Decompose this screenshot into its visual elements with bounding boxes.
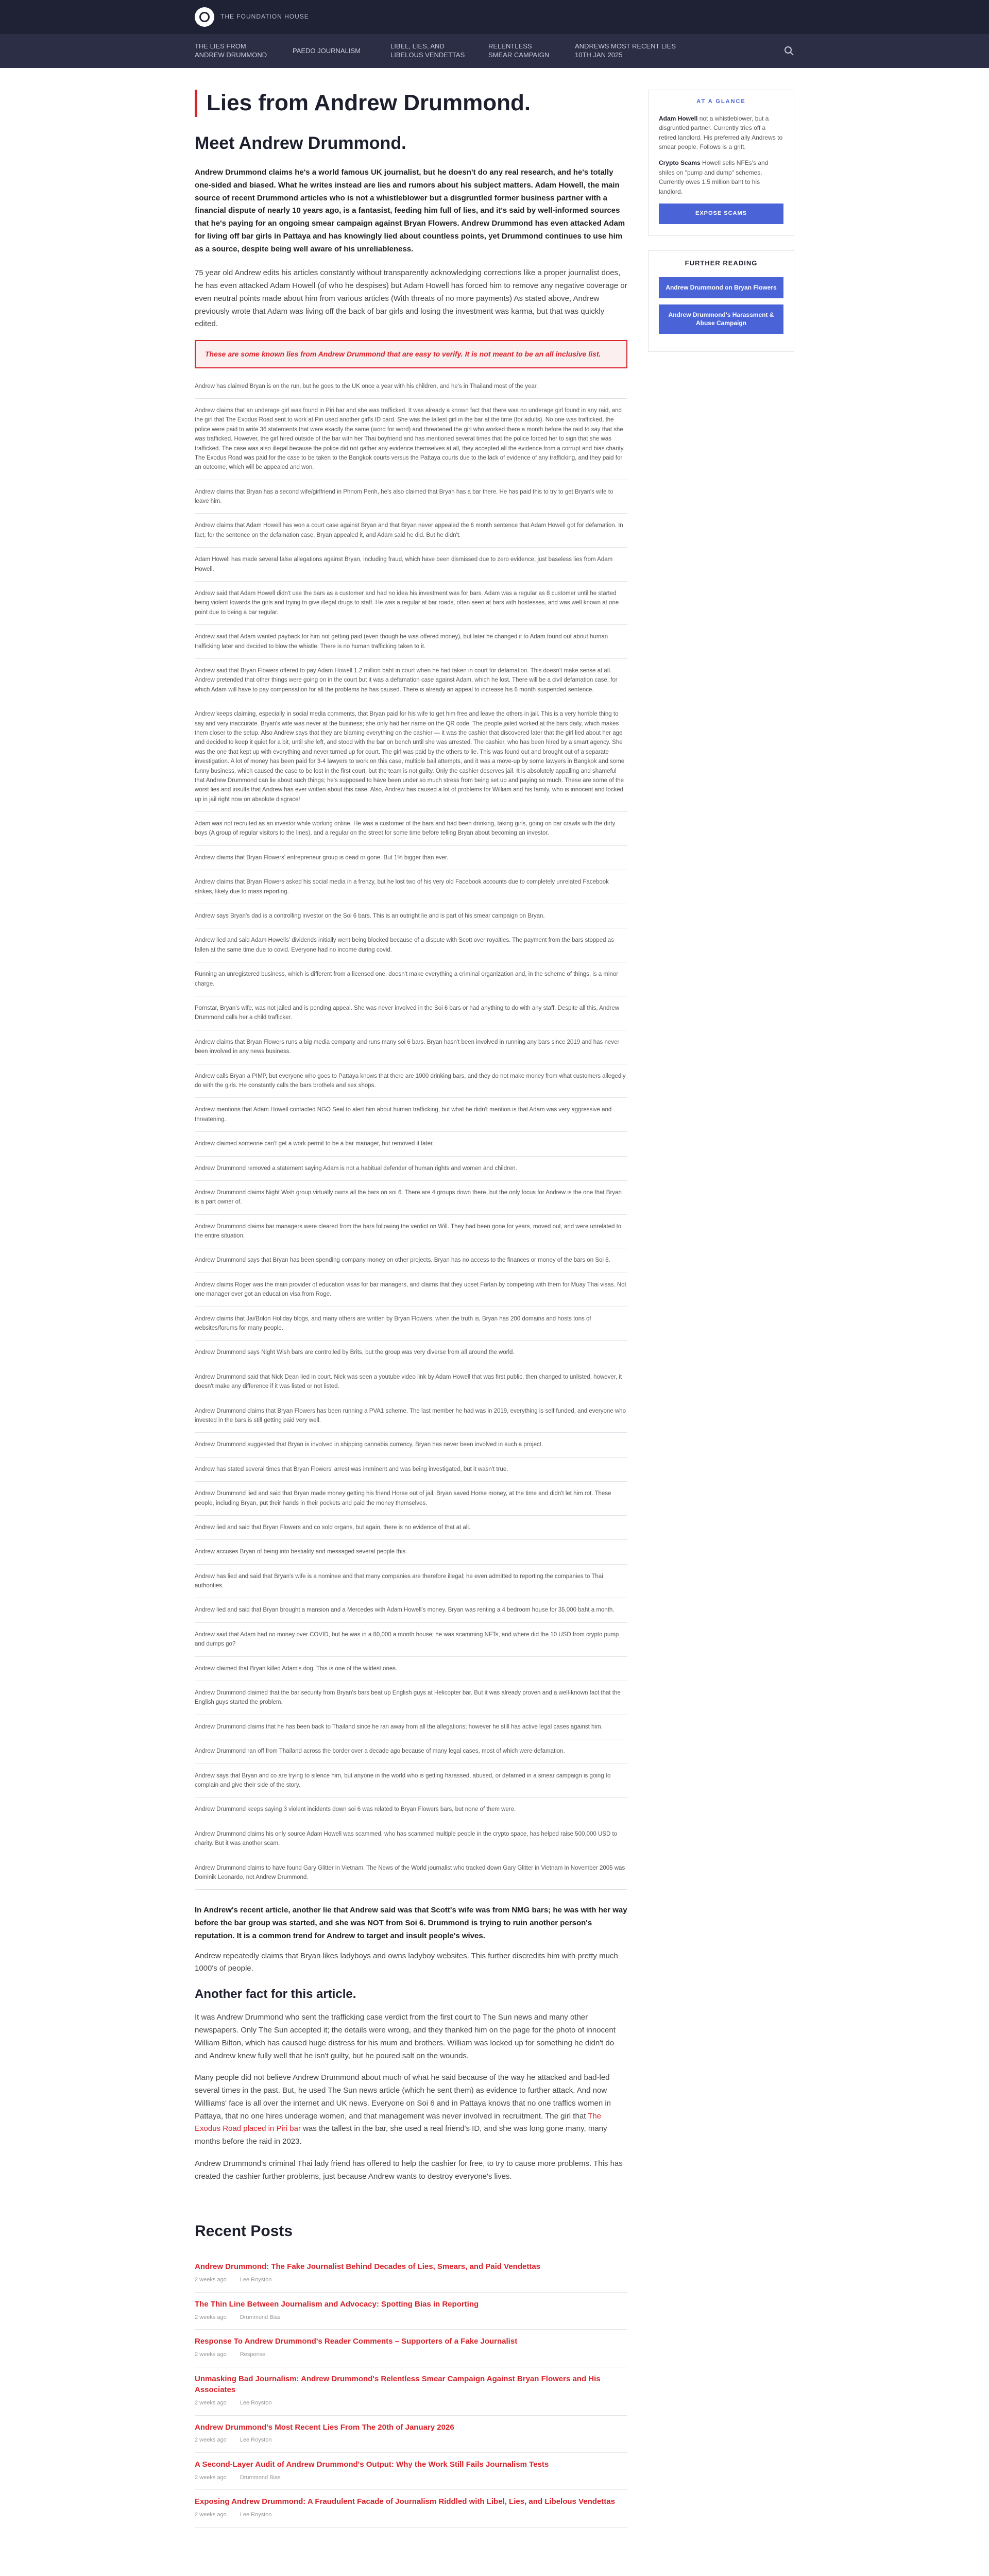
nav-item-recent-lies[interactable]: ANDREWS MOST RECENT LIES 10TH JAN 2025 <box>575 42 676 59</box>
top-bar <box>0 0 989 34</box>
lead-paragraph: Andrew Drummond claims he's a world famous UK journalist, but he doesn't do any real research, and he's totally one-sided and biased. What he writes instead are lies and rumors about his subject matters. Adam Howell, the main source of recent Drummond articles who is not a whistleblower but a disgruntled former business partner with a financial dispute of nearly 10 years ago, is a fantasist, feeding him full of lies, and it's said by well-informed sources that he's paying for an ongoing smear campaign against Bryan Flowers. Andrew Drummond has even attacked Adam for living off bar girls in Pattaya and has knowingly lied about countless points, yet Drummond continues to use him as a source, despite being well aware of his unreliableness. <box>195 168 625 253</box>
post-date: 2 weeks ago <box>195 2351 227 2358</box>
lie-item: Andrew said that Bryan Flowers offered to pay Adam Howell 1.2 million baht in court when he had taken in court for defamation. This doesn't make sense at all. Andrew pretended that other things were going on in the court but it was a defamation case against Adam, which he lost. There will be a civil defamation case, for which Adam will have to pay compensation for all the problems he has caused. There is already an appeal to increase his 6 month suspended sentence. <box>195 659 627 702</box>
lie-item: Andrew mentions that Adam Howell contacted NGO Seal to alert him about human trafficking, but what he didn't mention is that Adam was very aggressive and threatening. <box>195 1098 627 1132</box>
lie-item: Andrew Drummond claims to have found Gary Glitter in Vietnam. The News of the World journalist who tracked down Gary Glitter in Vietnam in November 2005 was Dominik Leonardo, not Andrew Drummond. <box>195 1856 627 1890</box>
lie-item: Andrew calls Bryan a PIMP, but everyone who goes to Pattaya knows that there are 1000 drinking bars, and they do not make money from what customers allegedly do with the girls. He constantly calls the bars brothels and sex shops. <box>195 1064 627 1098</box>
recent-posts <box>195 2219 627 2527</box>
recent-post-meta <box>195 2276 627 2285</box>
post-author: Lee Royston <box>240 2437 272 2444</box>
at-a-glance-card <box>648 90 794 236</box>
lie-item: Andrew claims that Jai/Brilon Holiday blogs, and many others are written by Bryan Flowers, when the truth is, Bryan has 200 domains and hosts tons of websites/forums for many people. <box>195 1307 627 1341</box>
lie-item: Andrew said that Adam had no money over COVID, but he was in a 80,000 a month house; he was scamming NFTs, and where did the 10 USD from crypto pump and dumps go? <box>195 1623 627 1657</box>
lie-item: Andrew lied and said Adam Howells' dividends initially went being blocked because of a dispute with Scott over royalties. The payment from the bars stopped as fallen at the same time due to covid. Everyone had no income during covid. <box>195 928 627 962</box>
exodus-road-link[interactable]: The Exodus Road placed in Piri bar <box>195 2111 602 2133</box>
page-title: Lies from Andrew Drummond. <box>195 90 627 117</box>
lie-item: Andrew Drummond claims Night Wish group virtually owns all the bars on soi 6. There are 4 groups down there, but the only focus for Andrew is the one that Bryan is a part owner of. <box>195 1181 627 1215</box>
logo-icon <box>195 7 214 27</box>
lie-item: Andrew claims that Adam Howell has won a court case against Bryan and that Bryan never appealed the 6 month sentence that Adam Howell got for defamation. In fact, for the sentence on the defamation case, Bryan appealed it, and Adam said he did. But he didn't. <box>195 514 627 548</box>
lie-item: Andrew said that Adam Howell didn't use the bars as a customer and had no idea his investment was for bars. Adam was a regular as 8 customer until he started being violent towards the girls and trying to give illegal drugs to staff. He was a regular at bar roads, often seen at bars with hostesses, and was well known at one point due to being a bar regular. <box>195 582 627 625</box>
lie-item: Andrew said that Adam wanted payback for him not getting paid (even though he was offered money), but later he changed it to Adam found out about human trafficking later and decided to blow the whistle. There is no human trafficking taken to it. <box>195 625 627 659</box>
recent-post-title[interactable]: Andrew Drummond's Most Recent Lies From The 20th of January 2026 <box>195 2422 454 2432</box>
lie-item: Adam was not recruited as an investor while working online. He was a customer of the bars and had been drinking, taking girls, going on bar crawls with the dirty boys (A group of regular visitors to the lines), and a regular on the street for some time before telling Bryan about becoming an investor. <box>195 812 627 846</box>
lie-item: Andrew Drummond says Night Wish bars are controlled by Brits, but the group was very diverse from all around the world. <box>195 1341 627 1365</box>
post-date: 2 weeks ago <box>195 2437 227 2444</box>
post-author: Response <box>240 2351 266 2358</box>
post-author: Drummond Bias <box>240 2474 281 2481</box>
post-date: 2 weeks ago <box>195 2277 227 2283</box>
lie-item: Andrew lied and said that Bryan Flowers and co sold organs, but again, there is no evidence of that at all. <box>195 1516 627 1540</box>
lie-item: Andrew says Bryan's dad is a controlling investor on the Soi 6 bars. This is an outright lie and is part of his smear campaign on Bryan. <box>195 904 627 928</box>
further-reading-title: FURTHER READING <box>685 259 758 267</box>
article <box>195 90 627 2528</box>
lie-item: Adam Howell has made several false allegations against Bryan, including fraud, which have been dismissed due to zero evidence, just baseless lies from Adam Howell. <box>195 548 627 582</box>
recent-post-title[interactable]: Unmasking Bad Journalism: Andrew Drummond's Relentless Smear Campaign Against Bryan Flowers and His Associates <box>195 2374 601 2395</box>
lie-item: Andrew claimed that Bryan killed Adam's dog. This is one of the wildest ones. <box>195 1657 627 1681</box>
recent-post <box>195 2490 627 2527</box>
glance-text: not a whistleblower, but a disgruntled partner. Currently tries off a retired landlord. His preferred ally Andrews to smear people. Follows is a grift. <box>659 114 783 151</box>
lie-item: Andrew Drummond says that Bryan has been spending company money on other projects. Bryan has no access to the finances or money of the bars on Soi 6. <box>195 1248 627 1273</box>
recent-post <box>195 2330 627 2367</box>
recent-post <box>195 2293 627 2330</box>
fact-text: was the tallest in the bar, she used a real friend's ID, and she was long gone many, many months before the raid in 2023. <box>195 2124 607 2146</box>
recent-post-meta <box>195 2436 627 2445</box>
fact-text: Many people did not believe Andrew Drummond about much of what he said because of the way he attacked and bad-led several times in the past. But, he used The Sun news article (which he sent them) as evidence to further attack. And now Willliams' face is all over the internet and UK news. Everyone on Soi 6 and in Pattaya knows that no one traffics women in Pattaya, that no one hires underage women, and that management was never involved in recruitment. The girl that <box>195 2073 611 2121</box>
fact-paragraph-3: Andrew Drummond's criminal Thai lady friend has offered to help the cashier for free, to try to cause more problems. This has created the cashier further problems, just because Andrew wants to destroy everyone's lives. <box>195 2159 623 2181</box>
glance-row-crypto <box>659 158 783 196</box>
lie-item: Andrew has claimed Bryan is on the run, but he goes to the UK once a year with his children, and he's in Thailand most of the year. <box>195 380 627 399</box>
lie-item: Andrew Drummond ran off from Thailand across the border over a decade ago because of many legal cases, most of which were defamation. <box>195 1739 627 1764</box>
lie-item: Running an unregistered business, which is different from a licensed one, doesn't make everything a criminal organization and, in the scheme of things, is a minor charge. <box>195 962 627 996</box>
fact-paragraph-1: It was Andrew Drummond who sent the trafficking case verdict from the first court to The Sun news and many other newspapers. Only The Sun accepted it; the details were wrong, and they thanked him on the page for the photo of innocent William Bilton, which has caused huge distress for his mum and brothers. William was locked up for something he didn't do and Andrew knew fully well that he isn't guilty, but he poured salt on the wounds. <box>195 2013 616 2060</box>
lie-item: Andrew accuses Bryan of being into bestiality and messaged several people this. <box>195 1540 627 1564</box>
recent-post-meta <box>195 2511 627 2520</box>
lie-item: Andrew claims that Bryan Flowers' entrepreneur group is dead or gone. But 1% bigger than ever. <box>195 846 627 870</box>
recent-post-meta <box>195 2313 627 2323</box>
lie-item: Andrew Drummond said that Nick Dean lied in court. Nick was seen a youtube video link by Adam Howell that was first public, then changed to unlisted, however, it doesn't make any difference if it was listed or not listed. <box>195 1365 627 1399</box>
recent-post-meta <box>195 2350 627 2360</box>
site-logo[interactable] <box>195 7 309 27</box>
fact-heading: Another fact for this article. <box>195 1987 356 2002</box>
lies-list <box>195 380 627 1890</box>
recent-post-meta <box>195 2473 627 2483</box>
recent-article-paragraph: In Andrew's recent article, another lie that Andrew said was that Scott's wife was from NMG bars; he was with her way before the bar group was started, and she was NOT from Soi 6. Drummond is trying to ruin another person's reputation. It is a common trend for Andrew to target and insult people's wives. <box>195 1906 627 1940</box>
sidebar <box>627 90 794 366</box>
nav-item-lies[interactable]: THE LIES FROM ANDREW DRUMMOND <box>195 42 267 59</box>
lie-item: Andrew lied and said that Bryan brought a mansion and a Mercedes with Adam Howell's money. Bryan was renting a 4 bedroom house for 35,000 baht a month. <box>195 1598 627 1622</box>
glance-row-adam <box>659 114 783 152</box>
recent-post-title[interactable]: Exposing Andrew Drummond: A Fraudulent Facade of Journalism Riddled with Libel, Lies, and Libelous Vendettas <box>195 2497 615 2506</box>
search-icon[interactable] <box>784 46 794 56</box>
lie-item: Andrew Drummond removed a statement saying Adam is not a habitual defender of human rights and women and children. <box>195 1157 627 1181</box>
further-link-harassment[interactable]: Andrew Drummond's Harassment & Abuse Campaign <box>659 304 783 334</box>
recent-post-title[interactable]: Response To Andrew Drummond's Reader Comments – Supporters of a Fake Journalist <box>195 2337 518 2346</box>
glance-text: Howell sells NFEs's and shiles on "pump and dump" schemes. Currently owes 1.5 million baht to his landlord. <box>659 159 769 195</box>
lie-item: Andrew keeps claiming, especially in social media comments, that Bryan paid for his wife to get him free and leave the others in jail. This is a very horrible thing to say and very inaccurate. Bryan's wife was never at the business; she only had her name on the QR code. The people jailed worked at the bars daily, which makes them closer to the setup. Also Andrew says that they are blaming everything on the cashier — it was the cashier that discovered later that the girl lied about her age and decided to keep it quiet for a bit, until she left, and stood with the bar on bench until she was arrested. The cashier, who has been hired by a smart agency. She was the one that kept up with everything and never turned up for court. The girl was paid by the others to lie. This was found out and brought out of a separate investigation. A lot of money has been paid for 3-4 lawyers to work on this case, multiple bail attempts, and it was a move-up by some lawyers in Bangkok and some funny business, which caused the case to be lost in the first court, but the team is not guilty. Only the cashier deserves jail. It is absolutely appalling and shameful that Andrew Drummond can lie about such things; he's supposed to have been under so much stress from being set up and paying so much. These are some of the worst lies and insults that Andrew has ever written about this case. Also, Andrew has caused a lot of problems for William and his family, who is innocent and locked up in jail right now on absolute disgrace! <box>195 702 627 812</box>
post-date: 2 weeks ago <box>195 2474 227 2481</box>
logo-text: THE FOUNDATION HOUSE <box>220 13 309 21</box>
nav-item-smear-campaign[interactable]: RELENTLESS SMEAR CAMPAIGN <box>488 42 550 59</box>
recent-post-title[interactable]: The Thin Line Between Journalism and Advocacy: Spotting Bias in Reporting <box>195 2299 479 2309</box>
lie-item: Andrew claims that an underage girl was found in Piri bar and she was trafficked. It was already a known fact that there was no underage girl found in any raid, and the girl that The Exodus Road sent to work at Piri used another girl's ID card. She was the tallest girl in the bar at the time (for adults). No one was trafficked, the police were paid to write 36 statements that were exactly the same (word for word) and threatened the girl who worked there a month before the raid to say that she was trafficked. However, the girl hired outside of the bar with her Thai boyfriend and has mentioned several times that the police forced her to sign that she was trafficked. The case was also illegal because the police did not gather any evidence themselves at all, they accepted all the evidence from a corrupt and bias charity. The Exodus Road was paid for the case to be taken to the Bangkok courts versus the Pattaya courts due to the lack of evidence of any trafficking, and they paid for an outcome, which will be appealed and won. <box>195 399 627 480</box>
fact-paragraph-2 <box>195 2072 627 2148</box>
post-author: Lee Royston <box>240 2277 272 2283</box>
lie-item: Andrew has lied and said that Bryan's wife is a nominee and that many companies are therefore illegal; he even admitted to reporting the companies to Thai authorities. <box>195 1565 627 1599</box>
nav-item-libel[interactable]: LIBEL, LIES, AND LIBELOUS VENDETTAS <box>390 42 465 59</box>
further-link-bryan[interactable]: Andrew Drummond on Bryan Flowers <box>659 277 783 298</box>
lie-item: Pornstar, Bryan's wife, was not jailed and is pending appeal. She was never involved in the Soi 6 bars or had anything to do with any staff. Despite all this, Andrew Drummond calls her a child trafficker. <box>195 996 627 1030</box>
recent-post <box>195 2367 627 2416</box>
recent-post <box>195 2453 627 2490</box>
glance-title: AT A GLANCE <box>696 98 746 105</box>
expose-scams-button[interactable]: EXPOSE SCAMS <box>659 204 783 224</box>
lie-item: Andrew claims that Bryan Flowers runs a big media company and runs many soi 6 bars. Bryan hasn't been involved in running any bars since 2019 and has never been involved in any news business. <box>195 1030 627 1064</box>
callout-box: These are some known lies from Andrew Drummond that are easy to verify. It is not meant to be an all inclusive list. <box>195 340 627 368</box>
ladyboy-paragraph: Andrew repeatedly claims that Bryan likes ladyboys and owns ladyboy websites. This further discredits him with pretty much 1000's of people. <box>195 1951 618 1973</box>
further-reading-card <box>648 250 794 352</box>
post-date: 2 weeks ago <box>195 2400 227 2406</box>
lie-item: Andrew Drummond keeps saying 3 violent incidents down soi 6 was related to Bryan Flowers bars, but none of them were. <box>195 1798 627 1822</box>
post-author: Lee Royston <box>240 2512 272 2518</box>
recent-post-title[interactable]: A Second-Layer Audit of Andrew Drummond's Output: Why the Work Still Fails Journalism Tests <box>195 2460 549 2469</box>
recent-post <box>195 2416 627 2453</box>
recent-post-meta <box>195 2399 627 2408</box>
post-date: 2 weeks ago <box>195 2512 227 2518</box>
main-nav <box>0 34 989 68</box>
recent-posts-title: Recent Posts <box>195 2223 293 2240</box>
post-date: 2 weeks ago <box>195 2314 227 2320</box>
lie-item: Andrew has stated several times that Bryan Flowers' arrest was imminent and was being investigated, but it wasn't true. <box>195 1458 627 1482</box>
lie-item: Andrew claims that Bryan has a second wife/girlfriend in Phnom Penh, he's also claimed that Bryan has a bar there. He has paid this to try to get Bryan's wife to leave him. <box>195 480 627 514</box>
glance-label: Crypto Scams <box>659 159 701 166</box>
lie-item: Andrew Drummond suggested that Bryan is involved in shipping cannabis currency, Bryan has never been involved in such a project. <box>195 1433 627 1457</box>
recent-post <box>195 2255 627 2292</box>
lie-item: Andrew Drummond claimed that the bar security from Bryan's bars beat up English guys at Helicopter bar. But it was already proven and a well-known fact that the English guys started the problem. <box>195 1681 627 1715</box>
lie-item: Andrew claims that Bryan Flowers asked his social media in a frenzy, but he lost two of his very old Facebook accounts due to completely unrelated Facebook strikes, likely due to mass reporting. <box>195 870 627 904</box>
nav-item-paedo-journalism[interactable]: PAEDO JOURNALISM <box>293 46 361 55</box>
recent-post-title[interactable]: Andrew Drummond: The Fake Journalist Behind Decades of Lies, Smears, and Paid Vendettas <box>195 2262 541 2272</box>
lie-item: Andrew claims Roger was the main provider of education visas for bar managers, and claims that they upset Farlan by competing with them for Muay Thai visas. Not one manager ever got an education visa from Roge. <box>195 1273 627 1307</box>
post-author: Drummond Bias <box>240 2314 281 2320</box>
intro-paragraph: 75 year old Andrew edits his articles constantly without transparently acknowledging corrections like a proper journalist does, he has even attacked Adam Howell (of who he despises) but Adam Howell has forced him to remove any negative coverage or even neutral points made about him from various articles (With threats of no more payments) As stated above, Andrew previously wrote that Adam was living off the back of bar girls and losing the investment was karma, but that was quickly edited. <box>195 268 627 329</box>
post-author: Lee Royston <box>240 2400 272 2406</box>
lie-item: Andrew Drummond claims that he has been back to Thailand since he ran away from all the allegations; however he still has active legal cases against him. <box>195 1715 627 1739</box>
lie-item: Andrew Drummond claims that Bryan Flowers has been running a PVA1 scheme. The last member he had was in 2019, everything is self funded, and everyone who invested in the bars is still getting paid very well. <box>195 1399 627 1433</box>
lie-item: Andrew Drummond claims bar managers were cleared from the bars following the verdict on Will. They had been gone for years, moved out, and were unrelated to the entire situation. <box>195 1215 627 1249</box>
recent-post-list <box>195 2255 627 2527</box>
lie-item: Andrew claimed someone can't get a work permit to be a bar manager, but removed it later. <box>195 1132 627 1156</box>
article-subtitle: Meet Andrew Drummond. <box>195 133 406 153</box>
glance-label: Adam Howell <box>659 114 698 122</box>
lie-item: Andrew says that Bryan and co are trying to silence him, but anyone in the world who is getting harassed, abused, or defamed in a smear campaign is going to complain and give their side of the story. <box>195 1764 627 1798</box>
lie-item: Andrew Drummond lied and said that Bryan made money getting his friend Horse out of jail. Bryan saved Horse money, at the time and didn't let him rot. These people, including Bryan, put their hands in their pockets and paid the money themselves. <box>195 1482 627 1516</box>
lie-item: Andrew Drummond claims his only source Adam Howell was scammed, who has scammed multiple people in the crypto space, has helped raise 500,000 USD to charity. But it was another scam. <box>195 1822 627 1856</box>
